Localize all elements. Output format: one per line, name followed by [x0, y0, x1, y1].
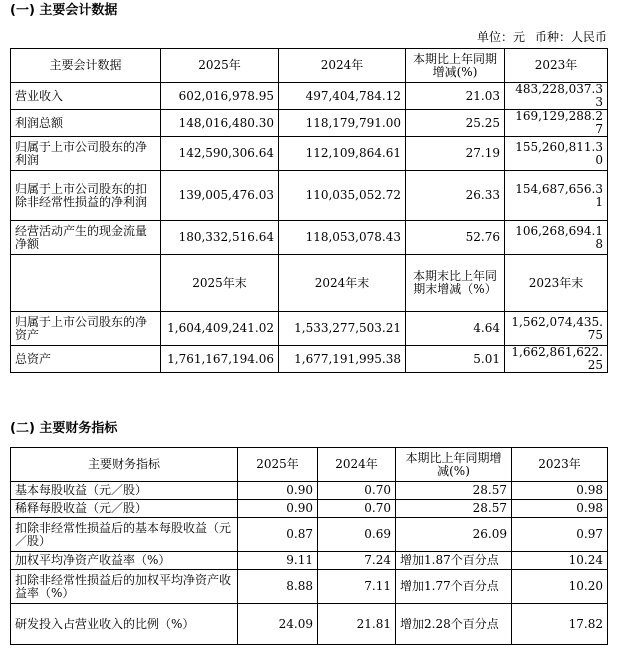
change-cell: 4.64 [406, 312, 505, 346]
value-cell: 110,035,052.72 [279, 171, 406, 221]
change-cell: 28.57 [396, 500, 512, 518]
table-row [11, 110, 608, 137]
table-row [11, 137, 608, 171]
value-cell: 602,016,978.95 [161, 83, 279, 110]
table-row [11, 221, 608, 255]
change-cell: 26.09 [396, 518, 512, 552]
row-label: 经营活动产生的现金流量净额 [11, 221, 161, 255]
table-row [11, 552, 608, 570]
header-cell: 2024年 [279, 49, 406, 83]
value-cell: 169,129,288.27 [505, 110, 608, 137]
value-cell: 155,260,811.30 [505, 137, 608, 171]
table-row [11, 518, 608, 552]
header-cell: 2024年 [318, 448, 396, 482]
currency-label: 币种：人民币 [534, 30, 607, 44]
empty-cell [11, 255, 161, 312]
table-row [11, 346, 608, 373]
table-subheader-row [11, 255, 608, 312]
change-cell: 增加1.87个百分点 [396, 552, 512, 570]
value-cell: 0.70 [318, 482, 396, 500]
table-row [11, 312, 608, 346]
value-cell: 154,687,656.31 [505, 171, 608, 221]
value-cell: 106,268,694.18 [505, 221, 608, 255]
value-cell: 497,404,784.12 [279, 83, 406, 110]
row-label: 研发投入占营业收入的比例（%） [11, 604, 238, 645]
header-cell: 2023年 [512, 448, 608, 482]
header-cell: 2023年末 [505, 255, 608, 312]
value-cell: 139,005,476.03 [161, 171, 279, 221]
row-label: 扣除非经常性损益后的加权平均净资产收益率（%） [11, 570, 238, 604]
row-label: 利润总额 [11, 110, 161, 137]
value-cell: 10.20 [512, 570, 608, 604]
header-cell: 本期比上年同期增减(%) [396, 448, 512, 482]
section2-title: (二) 主要财务指标 [10, 421, 118, 436]
value-cell: 112,109,864.61 [279, 137, 406, 171]
value-cell: 0.90 [238, 500, 318, 518]
value-cell: 0.87 [238, 518, 318, 552]
header-cell: 2025年 [161, 49, 279, 83]
change-cell: 增加1.77个百分点 [396, 570, 512, 604]
row-label: 稀释每股收益（元／股） [11, 500, 238, 518]
change-cell: 5.01 [406, 346, 505, 373]
value-cell: 21.81 [318, 604, 396, 645]
value-cell: 10.24 [512, 552, 608, 570]
value-cell: 0.70 [318, 500, 396, 518]
header-cell: 主要会计数据 [11, 49, 161, 83]
change-cell: 增加2.28个百分点 [396, 604, 512, 645]
change-cell: 28.57 [396, 482, 512, 500]
row-label: 基本每股收益（元／股） [11, 482, 238, 500]
row-label: 扣除非经常性损益后的基本每股收益（元／股） [11, 518, 238, 552]
section1-title: (一) 主要会计数据 [10, 3, 118, 18]
value-cell: 1,533,277,503.21 [279, 312, 406, 346]
value-cell: 0.69 [318, 518, 396, 552]
row-label: 归属于上市公司股东的净资产 [11, 312, 161, 346]
value-cell: 1,604,409,241.02 [161, 312, 279, 346]
value-cell: 0.97 [512, 518, 608, 552]
row-label: 归属于上市公司股东的净利润 [11, 137, 161, 171]
table-row [11, 482, 608, 500]
value-cell: 7.11 [318, 570, 396, 604]
value-cell: 1,761,167,194.06 [161, 346, 279, 373]
row-label: 总资产 [11, 346, 161, 373]
header-cell: 本期末比上年同期末增减（%） [406, 255, 505, 312]
value-cell: 0.90 [238, 482, 318, 500]
change-cell: 21.03 [406, 83, 505, 110]
change-cell: 25.25 [406, 110, 505, 137]
value-cell: 17.82 [512, 604, 608, 645]
table-header-row [11, 448, 608, 482]
header-cell: 2025年末 [161, 255, 279, 312]
change-cell: 26.33 [406, 171, 505, 221]
header-cell: 本期比上年同期增减(%) [406, 49, 505, 83]
value-cell: 1,677,191,995.38 [279, 346, 406, 373]
header-cell: 2025年 [238, 448, 318, 482]
table-row [11, 570, 608, 604]
table-header-row [11, 49, 608, 83]
change-cell: 27.19 [406, 137, 505, 171]
value-cell: 1,562,074,435.75 [505, 312, 608, 346]
value-cell: 1,662,861,622.25 [505, 346, 608, 373]
row-label: 归属于上市公司股东的扣除非经常性损益的净利润 [11, 171, 161, 221]
value-cell: 180,332,516.64 [161, 221, 279, 255]
value-cell: 118,053,078.43 [279, 221, 406, 255]
row-label: 营业收入 [11, 83, 161, 110]
row-label: 加权平均净资产收益率（%） [11, 552, 238, 570]
table-row [11, 500, 608, 518]
unit-label: 单位：元 [476, 30, 525, 44]
change-cell: 52.76 [406, 221, 505, 255]
financial-indicators-table [10, 447, 608, 645]
accounting-data-table [10, 48, 608, 373]
value-cell: 9.11 [238, 552, 318, 570]
value-cell: 118,179,791.00 [279, 110, 406, 137]
value-cell: 142,590,306.64 [161, 137, 279, 171]
value-cell: 7.24 [318, 552, 396, 570]
header-cell: 2023年 [505, 49, 608, 83]
value-cell: 0.98 [512, 482, 608, 500]
value-cell: 24.09 [238, 604, 318, 645]
table-row [11, 604, 608, 645]
value-cell: 148,016,480.30 [161, 110, 279, 137]
value-cell: 0.98 [512, 500, 608, 518]
table-row [11, 171, 608, 221]
header-cell: 主要财务指标 [11, 448, 238, 482]
value-cell: 483,228,037.33 [505, 83, 608, 110]
table-row [11, 83, 608, 110]
value-cell: 8.88 [238, 570, 318, 604]
header-cell: 2024年末 [279, 255, 406, 312]
unit-currency-line [467, 29, 607, 45]
